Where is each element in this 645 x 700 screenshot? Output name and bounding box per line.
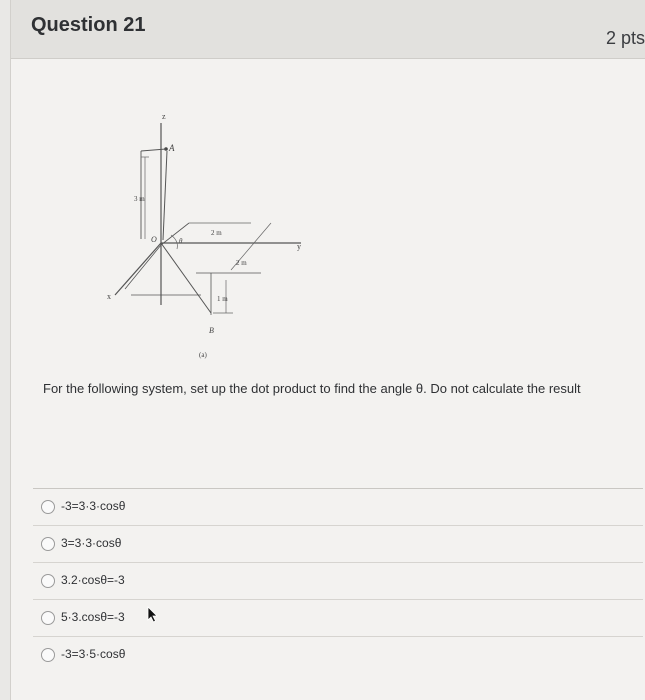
answer-option-2[interactable]: [33, 525, 643, 562]
radio-button[interactable]: [41, 574, 55, 588]
dim-1m-label: 1 m: [217, 295, 228, 303]
answer-label: 5·3.cosθ=-3: [61, 610, 125, 624]
diagram-svg: [101, 105, 321, 365]
answer-option-3[interactable]: [33, 562, 643, 599]
point-a-label: A: [169, 143, 175, 153]
answer-label: -3=3·3·cosθ: [61, 499, 126, 513]
angle-label: θ: [179, 237, 183, 245]
answer-list: [33, 488, 643, 673]
dim-3m-label: 3 m: [134, 195, 145, 203]
question-header: [11, 0, 645, 59]
dim-2m-top-label: 2 m: [211, 229, 222, 237]
radio-button[interactable]: [41, 648, 55, 662]
answer-label: 3=3·3·cosθ: [61, 536, 122, 550]
x-axis-label: x: [107, 292, 111, 301]
answer-option-4[interactable]: [33, 599, 643, 636]
z-axis-label: z: [162, 112, 166, 121]
question-card: [10, 0, 645, 700]
y-axis-label: y: [297, 242, 301, 251]
answer-option-1[interactable]: [33, 488, 643, 525]
dim-2m-side-label: 2 m: [236, 259, 247, 267]
answer-option-5[interactable]: [33, 636, 643, 673]
question-prompt: For the following system, set up the dot product to find the angle θ. Do not calculate the result: [43, 381, 581, 396]
answer-label: 3.2·cosθ=-3: [61, 573, 125, 587]
origin-label: O: [151, 235, 157, 244]
mouse-cursor-icon: [147, 606, 159, 624]
question-points: 2 pts: [605, 28, 645, 48]
vector-diagram: [101, 105, 321, 365]
figure-caption: (a): [199, 351, 207, 359]
radio-button[interactable]: [41, 537, 55, 551]
question-title: Question 21: [31, 14, 146, 36]
answer-label: -3=3·5·cosθ: [61, 647, 126, 661]
radio-button[interactable]: [41, 611, 55, 625]
point-b-label: B: [209, 326, 214, 335]
radio-button[interactable]: [41, 500, 55, 514]
